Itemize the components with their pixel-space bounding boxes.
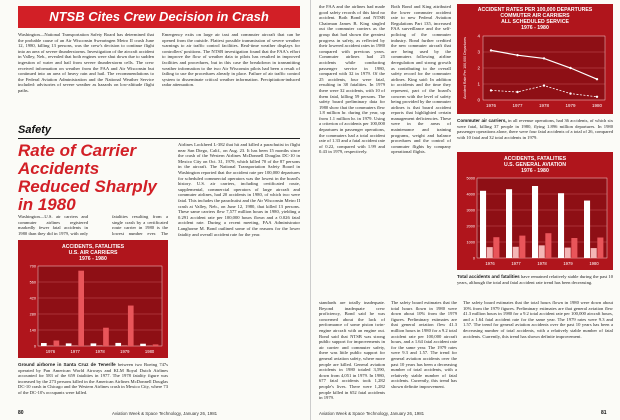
bar [78, 271, 84, 346]
ntsb-column-right: Emergency exits on large air taxi and commuter aircraft that can be opened from the outside. Flattest possible transmission of severe weather warnings to air traffic control facilities. Real-time weather displays for controllers' positions. The NTSB investigation found that the FAA's effort to improve the flow of weather data to pilots has resulted in improved facilities and procedures, but in this case the breakdown in transmitting weather information to the two Air Wisconsin pilots had been a result of failing to use the procedures already in place. Failure of air traffic control system to disseminate critical weather information. Precipitation-induced radar attenuation. [162, 32, 300, 88]
bar [571, 238, 577, 258]
data-point [543, 57, 545, 59]
caption-text: in all revenue operations, had 36 accidents, of which six were fatal, killing 37 people in 1980, flying 1.896 million departures. In 1980 passenger operations alone, there were four fatal accidents of a total of 26, compared with 10 fatal and 32 total accidents in 1979. [457, 118, 613, 140]
y-tick-label: 0 [33, 344, 36, 349]
chart-title-line: U.S. AIR CARRIERS [68, 250, 118, 256]
general-aviation-chart-svg [457, 152, 613, 270]
bar [513, 247, 519, 258]
y-tick-label: 1000 [466, 240, 475, 245]
y-tick-label: 4000 [466, 192, 475, 197]
chart-title-line: U.S. GENERAL AVIATION [503, 162, 567, 168]
commuter-rate-chart [457, 4, 613, 114]
y-tick-label: 5000 [466, 176, 475, 181]
y-tick-label: 420 [29, 296, 36, 301]
data-point [543, 84, 545, 86]
x-tick-label: 1977 [512, 103, 523, 108]
caption-bold: Ground airborne in Santa Cruz de Tenerife [18, 362, 116, 367]
air-carrier-chart-svg [18, 240, 168, 358]
data-point [569, 67, 571, 69]
data-point [490, 89, 492, 91]
bar [487, 247, 493, 258]
bar [558, 193, 564, 258]
y-tick-label: 0 [477, 97, 480, 103]
y-tick-label: 560 [29, 280, 36, 285]
x-tick-label: 1976 [485, 103, 497, 108]
page-number-right: 81 [601, 410, 607, 416]
x-tick-label: 1980 [589, 261, 599, 266]
y-tick-label: 3 [477, 49, 480, 55]
chart-title-line: 1976 - 1980 [521, 25, 549, 31]
x-tick-label: 1979 [120, 349, 130, 354]
y-tick-label: 0 [472, 256, 475, 261]
x-tick-label: 1979 [565, 103, 576, 108]
article-column-1: Washington—U.S. air carriers and commuter airlines registered markedly fewer fatal accidents in 1980 than they did in 1979, with only [18, 214, 88, 236]
y-tick-label: 1 [477, 81, 480, 87]
bar [493, 237, 499, 258]
bar [128, 306, 134, 346]
bar [597, 238, 603, 258]
general-aviation-chart [457, 152, 613, 270]
caption-text: have remained relatively stable during the past 10 years, although the total and fatal accident rate trend has been decreasing. [457, 274, 613, 285]
chart-title-line: ALL SCHEDULED SERVICE [501, 19, 569, 25]
right-bottom-column-2: The safety board estimates that the total hours flown in 1980 were down about 10% from the 1979 figures. Preliminary estimates are that general aviation flew 41.3 million hours in 1980 for a 9.2 total accident rate per 100,000 aircraft hours, and a 1.64 fatal accident rate for the same year. The 1979 rates were 9.3 and 1.57. The trend for general aviation accidents over the past 10 years has been a decreasing number of total accidents, with a relatively stable number of fatal accidents. Currently, this trend has shown definite improvement. [391, 300, 457, 389]
article-column-2: fatalities resulting from a single crash by a certificated route carrier in 1980 is the lowest number ever. The [112, 214, 168, 236]
air-carrier-caption [18, 362, 168, 402]
bar [54, 341, 60, 346]
x-tick-label: 1977 [70, 349, 80, 354]
bar [519, 236, 525, 258]
y-tick-label: 3000 [466, 208, 475, 213]
article-headline: Rate of Carrier Accidents Reduced Sharply in 1980 [18, 141, 157, 214]
article-column-3: Airlines Lockheed L-382 that hit and killed a parachutist in flight near San Diego, Calif., on Aug. 23. It has been 15 months since the crash of the Western Airlines McDonnell Douglas DC-10 in Mexico City on Oct. 31, 1979, which killed 70 of the 87 persons in the aircraft. The National Transportation Safety Board in Washington reported that the accident rate per 100,000 departures for scheduled commercial operators was the lowest in the board's history. U.S. air carriers, including certificated route, supplemental, commercial operators of large aircraft and commuter airlines, had 20 accidents in 1980, of which two were fatal. This includes the parachutist and the Air Wisconsin Metro II crash at Valley, Neb., on June 12, 1980, that killed 13 persons. These same carriers flew 7,577 million hours in 1980, yielding a 0.291 accident rate per 100,000 hours flown and a 0.026 fatal accident rate. During a recent meeting, FAA Administrator Langhorne M. Bond outlined some of the reasons for the lower fatality and overall accident rate for the year. [178, 142, 300, 237]
commuter-caption [457, 118, 613, 148]
chart-title-line: 1976 - 1980 [79, 256, 107, 262]
bar [539, 245, 545, 258]
bar [140, 344, 146, 346]
chart-title-line: COMMUTER AIR CARRIERS [500, 13, 570, 19]
chart-title-line: ACCIDENTS, FATALITIES [503, 156, 567, 162]
right-column-2: Both Bond and King attributed the lower commuter accident rate to new Federal Aviation Regulations Part 135, increased FAA surveillance and the self-policing of the commuter industry. Bond further credited the new commuter aircraft that are being used by the commuters following airline deregulation and strong growth as contributing to the overall safety record for the commuter airlines. King said: In addition to accidents and the time they represent, part of the board's concern with the level of safety being provided by the commuter airlines is that board accident reports that highlighted certain management deficiencies. These were in the areas of maintenance and training programs, weight and balance procedures and the control of commuter flights by company operational flights. [391, 4, 451, 155]
data-point [490, 49, 492, 51]
chart-title-line: ACCIDENT RATES PER 100,000 DEPARTURES [477, 7, 593, 13]
x-tick-label: 1978 [95, 349, 105, 354]
y-axis-label: Accident Rate Per 100,000 Departures [463, 37, 467, 99]
y-tick-label: 700 [29, 264, 36, 269]
x-tick-label: 1980 [144, 349, 155, 354]
chart-title-line: 1976 - 1980 [521, 168, 549, 174]
y-tick-label: 280 [29, 312, 36, 317]
caption-text: between two Boeing 747s operated by Pan American World Airways and KLM Royal Dutch Airlines accounted for 583 of the 659 fatalities in 1977. The 1978 fatality figure was increased by the 273 persons killed in the American Airlines McDonnell Douglas DC-10 crash in Chicago and the Western Airlines crash in Mexico City, where 73 of the DC-10's occupants were killed. [18, 362, 168, 395]
bar [532, 186, 538, 258]
bar [565, 248, 571, 258]
bar [115, 343, 121, 346]
data-point [596, 78, 598, 80]
bar [545, 233, 551, 258]
x-tick-label: 1976 [45, 349, 56, 354]
commuter-rate-chart-svg [457, 4, 613, 114]
bar [584, 201, 590, 258]
x-tick-label: 1979 [563, 261, 573, 266]
section-kicker: Safety [18, 124, 52, 136]
y-tick-label: 140 [29, 328, 36, 333]
air-carrier-chart [18, 240, 168, 358]
bar [480, 191, 486, 258]
footer-left: Aviation Week & Space Technology, January 26, 1981 [112, 411, 218, 416]
x-tick-label: 1976 [485, 261, 495, 266]
general-aviation-caption [457, 274, 613, 294]
bar [91, 343, 97, 346]
data-point [596, 96, 598, 98]
right-page [310, 0, 620, 420]
footer-right: Aviation Week & Space Technology, January 26, 1981 [319, 411, 425, 416]
bar [103, 328, 109, 346]
x-tick-label: 1978 [537, 261, 547, 266]
bar [41, 343, 47, 346]
caption-bold: Commuter air carriers, [457, 118, 507, 123]
chart-title-line: ACCIDENTS, FATALITIES [61, 244, 125, 250]
data-point [569, 92, 571, 94]
x-tick-label: 1980 [591, 103, 603, 108]
data-point [516, 91, 518, 93]
bar [591, 248, 597, 258]
kicker-rule [18, 138, 300, 139]
ntsb-column-left: Washington—National Transportation Safety Board has determined that the probable cause of an Air Wisconsin Swearingen Metro II crash June 12, 1980, killing 13 persons, was the crew's decision to continue flight into an area of severe thunderstorms. Investigation of the aircraft accident in Valley, Neb., revealed that both engines were shut down due to sudden ingestion of water and hail from severe thunderstorm cells. The crew received information on weather from the FAA and Air Wisconsin but continued into an area of heavy rain and hail. The recommendations to the Federal Aviation Administration and the National Weather Service included: advisories of severe weather as hazards on low-altitude flight paths. [18, 32, 154, 93]
bar [97, 345, 103, 346]
bar [66, 343, 72, 346]
page-number-left: 80 [18, 410, 24, 416]
x-tick-label: 1977 [511, 261, 521, 266]
y-tick-label: 2 [477, 65, 480, 71]
bar [153, 344, 159, 346]
plot-area [38, 266, 162, 346]
ntsb-banner: NTSB Cites Crew Decision in Crash [18, 6, 300, 28]
caption-bold: Total accidents and fatalities [457, 274, 520, 279]
bar [506, 189, 512, 258]
right-column-1: the FAA and the airlines had made good safety records of this kind no accident. Both Bond and NTSB Chairman James B. King singled out the commuter carriers as the group that had shown the greatest progress in safety, as reflected by their lowered accident rates in 1980 compared with previous years. Commuter airlines had 25 accidents while conducting passenger service in 1980, compared with 32 in 1979. Of the 25 accidents, four were fatal, resulting in 38 fatalities. In 1979 there were 32 accidents, with 10 of them fatal, killing 59 persons. The safety board preliminary data for 1980 show that the commuters flew 1.8 million hr. during the year, up from 1.1 million hr. in 1979. Using a criterion of accidents per 100,000 departures in passenger operations, the commuters had a total accident rate of 1.33 and a fatal accident rate of 0.22, compared with 1.99 and 0.43 in 1979, respectively. [319, 4, 385, 155]
right-bottom-column-3: The safety board estimates that the total hours flown in 1980 were down about 10% from the 1979 figures. Preliminary estimates are that general aviation flew 41.3 million hours in 1980 for a 9.2 total accident rate per 100,000 aircraft hours, and a 1.64 fatal accident rate for the same year. The 1979 rates were 9.3 and 1.57. The trend for general aviation accidents over the past 10 years has been a decreasing number of total accidents, with a relatively stable number of fatal accidents. Currently, this trend has shown definite improvement. [463, 300, 613, 339]
y-tick-label: 4 [477, 33, 480, 39]
y-tick-label: 2000 [466, 224, 475, 229]
x-tick-label: 1978 [538, 103, 550, 108]
right-bottom-column-1: standards are totally inadequate. Beyond inadequate crew proficiency, Bond said he was concerned about the lack of performance of some piston twin-engine aircraft with an engine out. Bond said that NTSB was strong public support for improvements in air carrier and commuter safety, there was little public support for general aviation safety, where more people are killed. General aviation accidents in 1980 totaled 3,590, down from 4,051 in 1979. In 1980, 677 fatal accidents took 1,282 people's lives. There were 1,282 people killed in 652 fatal accidents in 1979. [319, 300, 385, 400]
data-point [516, 54, 518, 56]
